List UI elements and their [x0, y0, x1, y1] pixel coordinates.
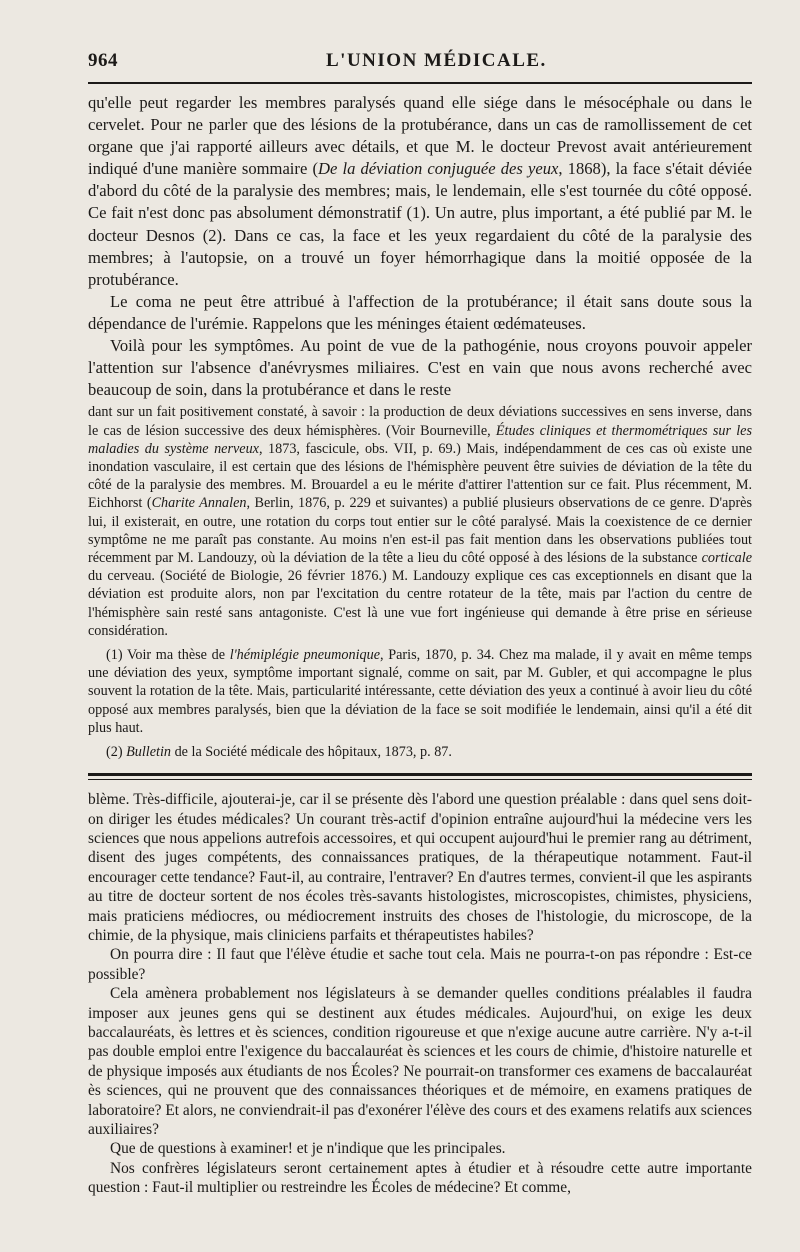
paragraph: blème. Très-difficile, ajouterai-je, car il se présente dès l'abord une question préalable : dans quel sens doit-on diriger les études médicales? Un courant très-actif d'opinion entraîne aujourd'hui la médecine vers les sciences que nous appelions autrefois accessoires, et qui occupent aujourd'hui le premier rang au détriment, disent des juges compétents, des connaissances pratiques, de la thérapeutique notamment. Faut-il encourager cette tendance? Faut-il, au contraire, l'entraver? En d'autres termes, convient-il que les aspirants au titre de docteur sortent de nos écoles très-savants histologistes, microscopistes, chimistes, physiciens, mais praticiens médiocres, ou médiocrement instruits des choses de l'histologie, du microscope, de la chimie, de la physique, mais cliniciens parfaits et thérapeutistes habiles? [88, 791, 752, 945]
text-run: , Paris, 1870, p. 34. Chez ma malade, il y avait en même temps une déviation des yeux, symptôme important signalé, comme on sait, par M. Gubler, et qui accompagne le plus souvent la rotation de la tête. Mais, particularité intéressante, cette déviation des yeux a continué à avoir lieu du côté opposé aux membres paralysés, bien que la déviation de la face se soit modifiée le lendemain, ainsi qu'il a été dit plus haut. [88, 646, 752, 736]
paragraph: Le coma ne peut être attribué à l'affection de la protubérance; il était sans doute sous la dépendance de l'urémie. Rappelons que les méninges étaient œdémateuses. [88, 291, 752, 333]
paragraph: Nos confrères législateurs seront certainement aptes à étudier et à résoudre cette autre importante question : Faut-il multiplier ou restreindre les Écoles de médecine? Et comme, [88, 1159, 752, 1197]
paragraph: On pourra dire : Il faut que l'élève étudie et sache tout cela. Mais ne pourra-t-on pas répondre : Est-ce possible? [88, 946, 752, 983]
italic-title: Charite Annalen [151, 495, 247, 512]
text-run: (1) Voir ma thèse de [106, 646, 230, 663]
paragraph: Que de questions à examiner! et je n'indique que les principales. [110, 1140, 506, 1158]
italic-title: Études cliniques et thermométriques sur les maladies du système nerveux [88, 422, 752, 457]
italic-title: De la déviation conjuguée des yeux [317, 159, 559, 179]
running-title: L'UNION MÉDICALE. [326, 50, 547, 71]
text-run: , 1868), la face s'était déviée d'abord du côté de la paralysie des membres; mais, le lendemain, elle s'est tournée du côté opposé. Ce fait n'est donc pas absolument démonstratif (1). Un autre, plus important, a été publié par M. le docteur Desnos (2). Dans ce cas, la face et les yeux regardaient du côté de la paralysie des membres; à l'autopsie, on a trouvé un foyer hémorrhagique dans la moitié opposée de la protubérance. [88, 159, 752, 289]
lower-text [88, 790, 752, 1198]
text-run: dant sur un fait positivement constaté, à savoir : la production de deux déviations successives en sens inverse, dans le cas de lésion successive des deux hémisphères. (Voir Bourneville, [88, 404, 752, 439]
italic-title: l'hémiplégie pneumonique [229, 646, 381, 663]
text-run: , Berlin, 1876, p. 229 et suivantes) a publié plusieurs observations de ce genre. D'après lui, il existerait, en outre, une rotation du corps tout entier sur le côté paralysé. Mais la coexistence de ce dernier symptôme ne me paraît pas constante. Au moins n'en est-il pas fait mention dans les observations publiées tout récemment par M. Landouzy, où la déviation de la tête a lieu du côté opposé à des lésions de la substance [88, 495, 752, 566]
footnote-continuation [88, 403, 752, 640]
section-divider [88, 773, 752, 780]
page-number: 964 [88, 50, 118, 71]
text-run: du cerveau. (Société de Biologie, 26 février 1876.) M. Landouzy explique ces cas exceptionnels en disant que la déviation est produite alors, non par l'excitation du centre rotateur de la tête, mais par l'action du centre de l'hémisphère sain resté sans antagoniste. C'est là une vue fort ingénieuse qui demande à être prise en sérieuse considération. [88, 568, 752, 639]
text-run: qu'elle peut regarder les membres paralysés quand elle siége dans le mésocéphale ou dans le cervelet. Pour ne parler que des lésions de la protubérance, dans un cas de ramollissement de cet organe que j'ai rapporté ailleurs avec détails, et que M. le docteur Prevost avait antérieurement indiqué d'une manière sommaire ( [88, 93, 752, 179]
footnote-1 [88, 646, 752, 737]
italic-word: corticale [701, 549, 752, 566]
header-rule [88, 82, 752, 84]
text-run: de la Société médicale des hôpitaux, 1873, p. 87. [171, 743, 452, 760]
footnote-2 [88, 743, 752, 761]
paragraph [88, 92, 752, 291]
italic-title: Bulletin [126, 743, 172, 760]
page-header [88, 46, 752, 76]
main-text [88, 92, 752, 401]
text-run: (2) [106, 743, 127, 760]
text-run: , 1873, fascicule, obs. VII, p. 69.) Mais, indépendamment de ces cas où existe une inondation vasculaire, il est certain que des lésions de l'hémisphère peuvent être suivies de déviation de la tête du côté de la paralysie des membres. M. Brouardel a eu le mérite d'attirer l'attention sur ce fait. Plus récemment, M. Eichhorst ( [88, 440, 752, 512]
paragraph: Voilà pour les symptômes. Au point de vue de la pathogénie, nous croyons pouvoir appeler l'attention sur l'absence d'anévrysmes miliaires. C'est en vain que nous avons recherché avec beaucoup de soin, dans la protubérance et dans le reste [88, 336, 752, 400]
paragraph: Cela amènera probablement nos législateurs à se demander quelles conditions préalables il faudra imposer aux jeunes gens qui se destinent aux études médicales. Aujourd'hui, on exige les deux baccalauréats, ès lettres et ès sciences, condition rigoureuse et que n'exige aucune autre carrière. N'y a-t-il pas double emploi entre l'exigence du baccalauréat ès sciences et les cours de chimie, d'histoire naturelle et de physique imposés aux étudiants de nos Écoles? Ne pourrait-on transformer ces examens de baccalauréat ès sciences, qui ne prouvent que des connaissances théoriques et de mémoire, en examens pratiques de laboratoire? Et alors, ne conviendrait-il pas d'exonérer l'élève des cours et des examens relatifs aux sciences auxiliaires? [88, 985, 752, 1139]
